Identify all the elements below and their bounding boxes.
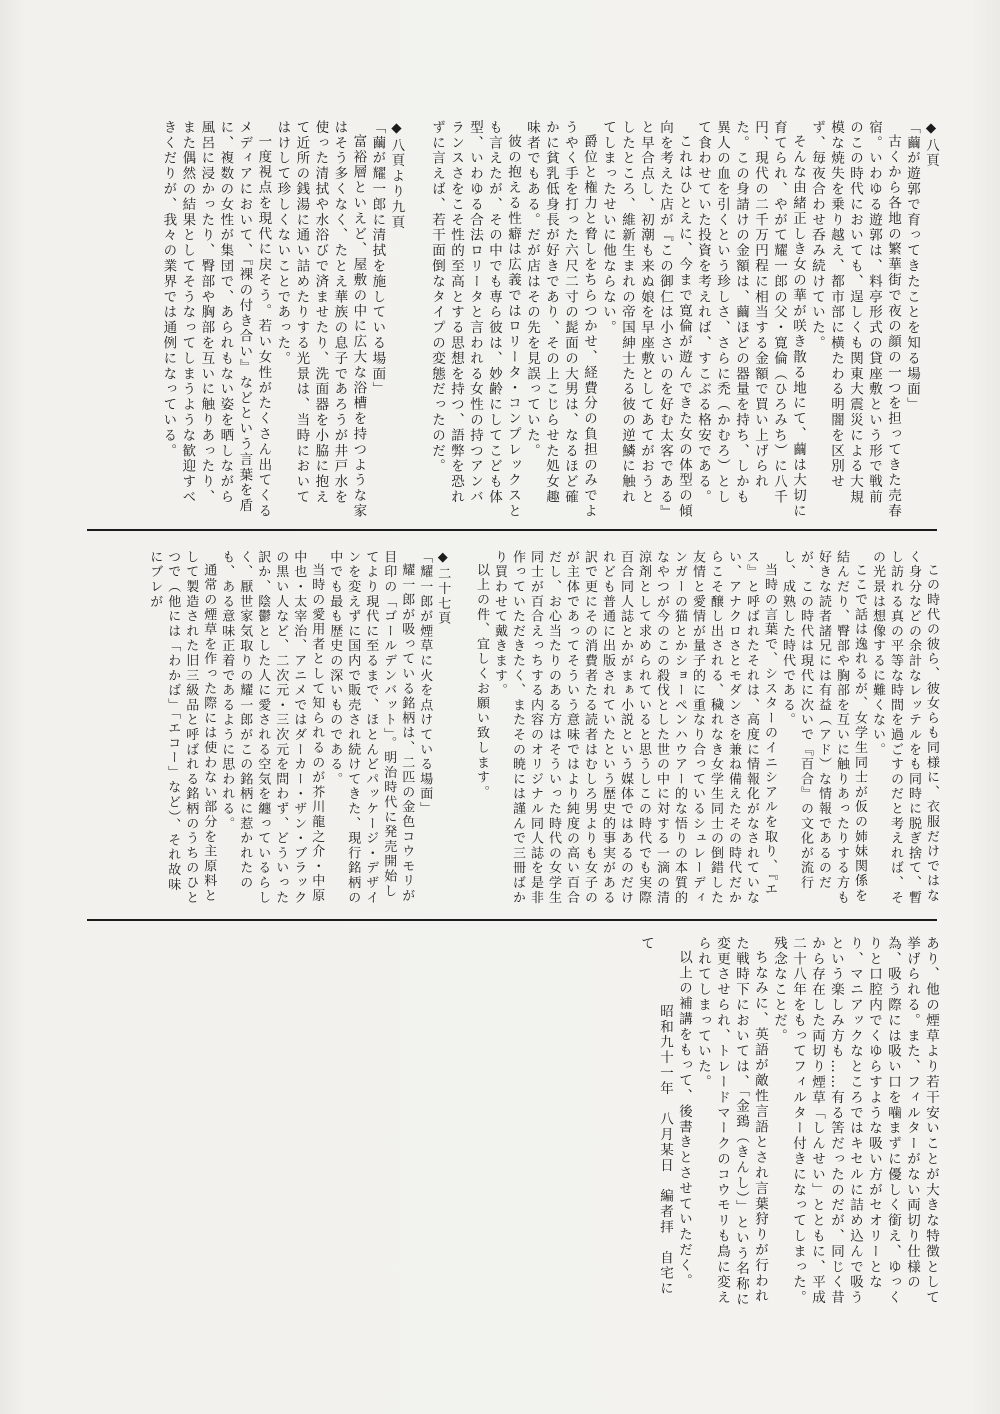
paragraph: そんな由緒正しき女の華が咲き散る地にて、繭は大切に育てられ、やがて耀一郎の父・寛倫（ひろみち）に八千円、現代の二千万円程に相当する金額で買い上げられた。この身請けの金額は、繭ほどの器量を持ち、しかも異人の血を引くという珍しさ、さらに禿（かむろ）として食わせていた投資を考えれば、すこぶる格安である。 bbox=[695, 120, 806, 519]
text-band-middle bbox=[86, 550, 940, 906]
closing-statement: 以上の補講をもって、後書きとさせていただく。 bbox=[676, 949, 692, 1289]
paragraph: ここで話は逸れるが、女学生同士が仮の姉妹関係を結んだり、臀部や胸部を互いに触りあったりする方も好きな読者諸兄には有益（アド）な情報であるのだが、この時代は現代に次いで『百合』の文化が流行し、成熟した時代である。 bbox=[780, 550, 867, 906]
section-divider-rule bbox=[87, 529, 937, 531]
closing-date-line: 昭和九十一年 八月某日 編者拝 自宅にて bbox=[638, 936, 673, 1297]
text-band-top bbox=[86, 120, 940, 520]
paragraph: 当時の言葉で、シスターのイニシアルを取り、『エス』と呼ばれたそれは、高度に情報化がなされていない、アナクロさとモダンさを兼ね備えたその時代だからこそ醸し出される、穢れなき女学生同士の倒錯した友情と愛情が量子的に重なり合っているシュレーディンガーの猫とかショーペンハウアー的な悟りの本質的なやつが今のこの殺伐とした世の中に対する一滴の清涼剤として求められていると思うしこの時代でも実際百合同人誌とかがまぁ小説という媒体ではあるのだけれども普通に出版されていたという歴史的事実がある訳で更にその消費者たる読者はむしろ男よりも女子のが主体であってそういう意味ではより純度の高い百合だし、お心当たりのある方はそういった時代の女学生同士が百合えっちする内容のオリジナル同人誌を是非作っていただきたく、またその暁には謹んで三冊ばかり買わせて戴きます。 bbox=[492, 550, 777, 906]
paragraph: 以上の件、宜しくお願い致します。 bbox=[474, 563, 489, 800]
section-heading-marker-p8: ◆八頁 bbox=[923, 120, 939, 169]
paragraph: この時代の彼ら、彼女らも同様に、衣服だけではなく身分などの余計なレッテルをも同時に脱ぎ捨て、暫し訪れる真の平等な時間を過ごすのだと考えれば、その光景は想像するに難くない。 bbox=[870, 550, 939, 906]
paragraph: ちなみに、英語が敵性言語とされ言葉狩りが行われた戦時下においては、「金鵄（きんし）」という名称に変更させられ、トレードマークのコウモリも鳥に変えられてしまっていた。 bbox=[695, 936, 768, 1308]
paragraph: 富裕層といえど、屋敷の中に広大な浴槽を持つような家はそう多くなく、たとえ華族の息子であろうが井戸水を使った清拭や水浴びで済ませたり、洗面器を小脇に抱えて近所の銭湯に通い詰めたりする光景は、当時においてはけして珍しくないことであった。 bbox=[274, 120, 367, 519]
section-heading-title-p8: 「繭が遊郭で育ってきたことを知る場面」 bbox=[904, 120, 920, 413]
section-heading-title-p8-9: 「繭が耀一郎に清拭を施している場面」 bbox=[369, 120, 386, 398]
paragraph: 古くから各地の繁華街で夜の顔の一つを担ってきた売春宿。いわゆる遊郭は、料亭形式の貸座敷という形で戦前のこの時代においても、逞しくも関東大震災による大規模な焼失を乗り越え、都市部に横たわる明闇を区別せず、毎夜合わせ呑み続けていた。 bbox=[809, 120, 901, 519]
text-band-bottom bbox=[86, 936, 940, 1308]
paragraph: 彼の抱える性癖は広義ではロリータ・コンプレックスとも言えたが、その中でも専ら彼は、妙齢にしてこども体型、いわゆる合法ロリータと言われる女性の持つアンバランスさをこそ性的至高とする思想を持つ、語弊を恐れずに言えば、若干面倒なタイプの変態だったのだ。 bbox=[429, 120, 521, 519]
paragraph: 耀一郎が吸っている銘柄は、二匹の金色コウモリが目印の「ゴールデンバット」。明治時代に発売開始してより現代に至るまで、ほとんどパッケージ・デザインを変えずに国内で販売され続けてきた、現行銘柄の中でも最も歴史の深いものである。 bbox=[327, 550, 415, 906]
paragraph: 当時の愛用者として知られるのが芥川龍之介・中原中也・太宰治、アニメではダーカー・ザン・ブラックの黒い人など、二次元・三次元を問わず、どういった訳か、陰鬱とした人に愛される空気を纏っているらしく、厭世家気取りの耀一郎がこの銘柄に惹かれたのも、ある意味正着であるように思われる。 bbox=[219, 550, 325, 906]
paragraph: 爵位と権力と脅しをちらつかせ、経費分の負担のみでようやく手を打った六尺二寸の髭面の大男は、なるほど確かに貧乳低身長が好きであり、その上こじらせた処女趣味者でもある。だが店はその先を見誤っていた。 bbox=[524, 120, 597, 519]
paragraph-continuation: あり、他の煙草より若干安いことが大きな特徴として挙げられる。また、フィルターがない両切り仕様の為、吸う際には吸い口を噛まずに優しく銜え、ゆっくりと口腔内でくゆらすような吸い方がセオリーとなり、マニアックなところではキセルに詰め込んで吸うという楽しみ方も……有る筈だったのだが、同じく昔から存在した両切り煙草「しんせい」とともに、平成二十八年をもってフィルター付きになってしまった。残念なことだ。 bbox=[771, 936, 939, 1306]
paragraph: これはひとえに、今まで寛倫が遊んできた女の体型の傾向を考えた店が『この御仁は小さいのを好む太客である』と早合点し、初潮も来ぬ娘を早座敷としてあてがおうとしたところ、維新生まれの帝国紳士たる彼の逆鱗に触れてしまったせいに他ならない。 bbox=[600, 120, 692, 519]
section-divider-rule bbox=[87, 919, 937, 921]
section-heading-marker-p27: ◆二十七頁 bbox=[435, 550, 451, 626]
paragraph: 一度視点を現代に戻そう。若い女性がたくさん出てくるメディアにおいて、『裸の付き合い』などという言葉を盾に、複数の女性が集団で、あられもない姿を晒しながら風呂に浸かったり、臀部や胸部を互いに触りあったり、また偶然の結果としてそうなってしまうような歓迎すべきくだりが、我々の業界では通例になっている。 bbox=[160, 120, 272, 519]
section-heading-title-p27: 「耀一郎が煙草に火を点けている場面」 bbox=[417, 550, 433, 817]
paragraph: 通常の煙草を作った際には使わない部分を主原料として製造された旧三級品と呼ばれる銘柄のうちのひとつで（他には「わかば」「エコー」など）、それ故味にブレが bbox=[147, 550, 217, 906]
section-heading-marker-p8-9: ◆八頁より九頁 bbox=[388, 120, 405, 231]
